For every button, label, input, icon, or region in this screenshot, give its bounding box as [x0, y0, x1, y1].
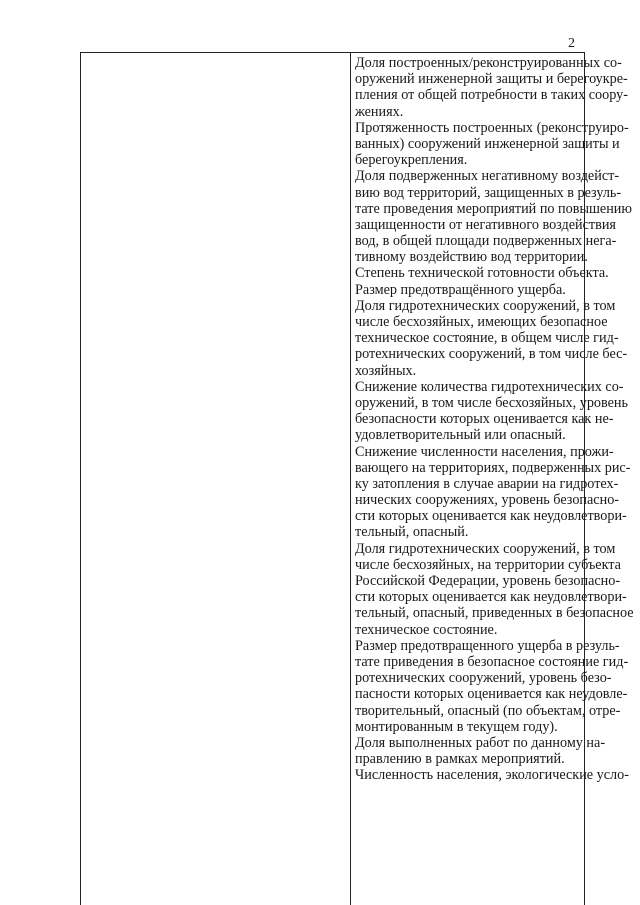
indicator-line: тате приведения в безопасное состояние гид-	[355, 653, 629, 670]
indicator-line: Степень технической готовности объекта.	[355, 265, 609, 282]
indicator-line: сти которых оценивается как неудовлетвори-	[355, 589, 627, 606]
indicator-line: вод, в общей площади подверженных нега-	[355, 233, 617, 250]
indicator-line: берегоукрепления.	[355, 152, 468, 169]
left-column-empty	[81, 53, 350, 905]
indicator-line: числе бесхозяйных, на территории субъекта	[355, 556, 621, 573]
indicator-line: ротехнических сооружений, в том числе бес-	[355, 346, 628, 363]
indicators-table	[80, 52, 634, 905]
indicator-line: сти которых оценивается как неудовлетвори-	[355, 508, 627, 525]
indicator-line: Протяженность построенных (реконструиро-	[355, 119, 629, 136]
indicator-line: Доля подверженных негативному воздейст-	[355, 168, 620, 185]
indicator-line: пления от общей потребности в таких соору-	[355, 87, 628, 104]
indicator-line: жениях.	[355, 103, 404, 120]
indicator-paragraph	[355, 55, 628, 120]
indicator-line: ротехнических сооружений, уровень безо-	[355, 670, 612, 687]
indicator-line: Доля гидротехнических сооружений, в том	[355, 540, 616, 557]
indicator-line: тивному воздействию вод территории.	[355, 249, 588, 266]
indicator-line: вающего на территориях, подверженных рис-	[355, 459, 631, 476]
indicator-line: Снижение количества гидротехнических со-	[355, 378, 624, 395]
indicators-column	[355, 55, 634, 784]
indicator-paragraph	[355, 378, 628, 444]
indicator-paragraph	[355, 282, 579, 298]
indicator-line: Размер предотвращённого ущерба.	[355, 281, 566, 298]
indicator-paragraph	[355, 119, 629, 169]
indicator-line: творительный, опасный (по объектам, отре-	[355, 702, 621, 719]
indicator-line: Снижение численности населения, прожи-	[355, 443, 614, 460]
indicator-line: тельный, опасный.	[355, 524, 469, 541]
indicator-line: Численность населения, экологические усло-	[355, 767, 629, 784]
indicator-line: Доля выполненных работ по данному на-	[355, 734, 606, 751]
indicator-line: вию вод территорий, защищенных в резуль-	[355, 184, 622, 201]
indicator-line: безопасности которых оценивается как не-	[355, 411, 614, 428]
indicator-line: Доля построенных/реконструированных со-	[355, 55, 622, 71]
indicator-line: техническое состояние.	[355, 621, 498, 638]
indicator-line: правлению в рамках мероприятий.	[355, 751, 565, 768]
indicator-line: оружений инженерной защиты и берегоукре-	[355, 71, 628, 88]
indicator-paragraph	[355, 540, 634, 638]
indicator-paragraph	[355, 443, 631, 541]
column-divider	[350, 53, 351, 905]
indicator-paragraph	[355, 265, 609, 282]
indicator-line: пасности которых оценивается как неудовле-	[355, 686, 628, 703]
indicator-paragraph	[355, 767, 629, 784]
indicator-line: тате проведения мероприятий по повышению	[355, 200, 632, 217]
indicator-line: ванных) сооружений инженерной защиты и	[355, 135, 620, 152]
indicator-line: числе бесхозяйных, имеющих безопасное	[355, 314, 608, 330]
indicator-line: Доля гидротехнических сооружений, в том	[355, 297, 616, 314]
page-number: 2	[568, 36, 575, 51]
indicator-line: монтированным в текущем году).	[355, 718, 558, 735]
indicator-line: нических сооружениях, уровень безопасно-	[355, 492, 620, 509]
indicator-line: техническое состояние, в общем числе гид-	[355, 330, 619, 347]
indicator-paragraph	[355, 734, 606, 768]
indicator-line: оружений, в том числе бесхозяйных, уровень	[355, 394, 628, 411]
indicator-line: Российской Федерации, уровень безопасно-	[355, 573, 621, 589]
indicator-line: хозяйных.	[355, 362, 417, 379]
indicator-line: тельный, опасный, приведенных в безопасное	[355, 605, 634, 622]
indicator-paragraph	[355, 297, 628, 379]
indicator-paragraph	[355, 637, 629, 735]
indicator-line: защищенности от негативного воздействия	[355, 216, 616, 233]
indicator-paragraph	[355, 168, 632, 266]
indicator-line: ку затопления в случае аварии на гидротех-	[355, 475, 619, 492]
indicator-line: удовлетворительный или опасный.	[355, 427, 566, 444]
indicator-line: Размер предотвращенного ущерба в резуль-	[355, 637, 620, 654]
